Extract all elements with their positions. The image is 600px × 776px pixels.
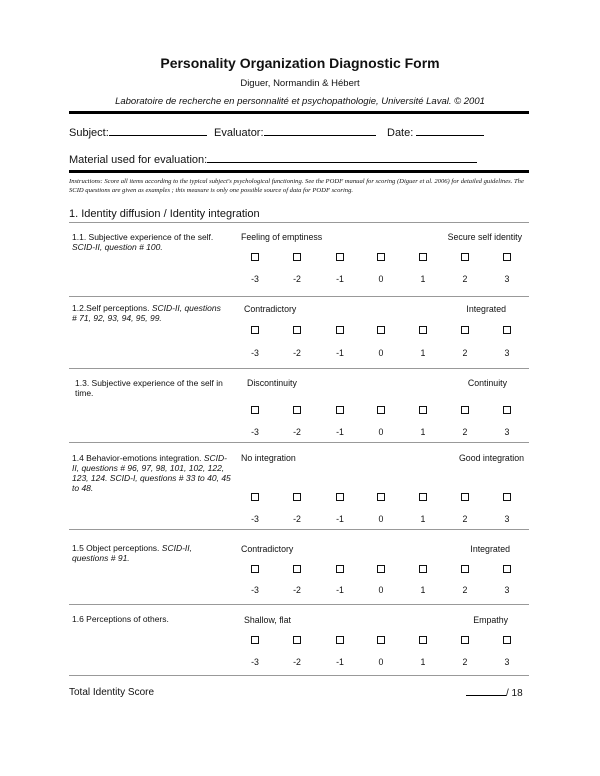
item-1-1 [0, 232, 600, 314]
rating-checkbox[interactable] [419, 565, 427, 573]
item-divider [69, 442, 529, 443]
item-label [72, 453, 232, 493]
rating-value: -1 [336, 585, 344, 595]
evaluator-label: Evaluator: [214, 127, 264, 139]
rating-value: -2 [293, 585, 301, 595]
rating-value: -2 [293, 348, 301, 358]
rating-value: 0 [378, 427, 384, 437]
rating-value: 0 [378, 657, 384, 667]
laboratory-line: Laboratoire de recherche en personnalité et psychopathologie, Université Laval. © 2001 [115, 96, 485, 107]
rating-value: 0 [378, 274, 384, 284]
rating-checkbox[interactable] [419, 493, 427, 501]
rating-checkbox[interactable] [336, 326, 344, 334]
right-anchor: Good integration [458, 453, 524, 463]
rating-checkbox[interactable] [461, 636, 469, 644]
authors-line: Diguer, Normandin & Hébert [240, 78, 360, 89]
rating-value: 2 [462, 657, 468, 667]
evaluator-line[interactable] [264, 125, 376, 136]
rating-checkbox[interactable] [377, 565, 385, 573]
rating-value: 3 [504, 427, 510, 437]
fields-divider [69, 170, 529, 173]
rating-value: 3 [504, 657, 510, 667]
rating-value: 0 [378, 514, 384, 524]
rating-value: -2 [293, 657, 301, 667]
total-score-label: Total Identity Score [69, 687, 155, 698]
rating-checkbox[interactable] [377, 406, 385, 414]
rating-checkbox[interactable] [251, 253, 259, 261]
rating-checkbox[interactable] [503, 406, 511, 414]
rating-value: 1 [420, 514, 426, 524]
item-1-5 [0, 543, 600, 625]
item-label [72, 543, 224, 563]
rating-checkbox[interactable] [503, 636, 511, 644]
rating-value: 1 [420, 427, 426, 437]
item-scid: SCID-II, questions # 91. [72, 543, 193, 563]
rating-checkbox[interactable] [461, 565, 469, 573]
rating-checkbox[interactable] [461, 253, 469, 261]
right-anchor: Integrated [466, 304, 506, 314]
rating-checkbox[interactable] [336, 406, 344, 414]
item-1-2 [0, 303, 600, 385]
rating-checkbox[interactable] [336, 253, 344, 261]
rating-value: -1 [336, 657, 344, 667]
rating-value: -3 [251, 348, 259, 358]
rating-value: 2 [462, 514, 468, 524]
subject-label: Subject: [69, 127, 109, 139]
rating-value: 1 [420, 585, 426, 595]
rating-checkbox[interactable] [461, 493, 469, 501]
rating-value: 3 [504, 348, 510, 358]
rating-value: 2 [462, 274, 468, 284]
total-score-max: / 18 [506, 688, 523, 699]
item-label [72, 378, 224, 398]
item-title: 1.3. Subjective experience of the self in time. [75, 378, 223, 398]
rating-checkbox[interactable] [503, 493, 511, 501]
left-anchor: Shallow, flat [244, 615, 291, 625]
item-divider [69, 529, 529, 530]
item-title: 1.4 Behavior-emotions integration. [72, 453, 202, 463]
item-label [72, 232, 224, 252]
item-scid: SCID-II, questions # 71, 92, 93, 94, 95, 99. [72, 303, 221, 323]
left-anchor: Feeling of emptiness [241, 232, 323, 242]
left-anchor: Contradictory [244, 304, 297, 314]
item-title: 1.1. Subjective experience of the self. [72, 232, 214, 242]
right-anchor: Continuity [467, 378, 507, 388]
rating-checkbox[interactable] [251, 406, 259, 414]
section-title: 1. Identity diffusion / Identity integration [69, 208, 260, 220]
right-anchor: Secure self identity [447, 232, 522, 242]
item-title: 1.2.Self perceptions. [72, 303, 150, 313]
item-scid: SCID-II, questions # 96, 97, 98, 101, 102, 122, 123, 124. SCID-I, questions # 33 to 40, 45 to 48. [72, 453, 231, 493]
rating-value: 3 [504, 514, 510, 524]
rating-checkbox[interactable] [503, 326, 511, 334]
rating-value: -1 [336, 514, 344, 524]
item-title: 1.6 Perceptions of others. [72, 614, 169, 624]
rating-checkbox[interactable] [293, 565, 301, 573]
rating-value: -3 [251, 657, 259, 667]
rating-value: -3 [251, 274, 259, 284]
rating-value: 1 [420, 348, 426, 358]
rating-value: 0 [378, 348, 384, 358]
rating-checkbox[interactable] [336, 565, 344, 573]
rating-value: -1 [336, 348, 344, 358]
rating-value: -3 [251, 585, 259, 595]
rating-checkbox[interactable] [336, 636, 344, 644]
rating-value: -1 [336, 274, 344, 284]
header-divider [69, 111, 529, 114]
subject-line[interactable] [109, 125, 207, 136]
subject-field[interactable] [69, 125, 207, 139]
item-1-3 [0, 378, 600, 460]
rating-checkbox[interactable] [377, 493, 385, 501]
rating-checkbox[interactable] [419, 636, 427, 644]
item-1-4 [0, 453, 600, 535]
form-title: Personality Organization Diagnostic Form [160, 55, 440, 71]
rating-value: -3 [251, 427, 259, 437]
rating-value: 1 [420, 657, 426, 667]
rating-checkbox[interactable] [461, 406, 469, 414]
right-anchor: Empathy [473, 615, 508, 625]
item-scid: SCID-II, question # 100. [72, 242, 163, 252]
date-line[interactable] [416, 125, 484, 136]
item-divider [69, 604, 529, 605]
rating-checkbox[interactable] [251, 326, 259, 334]
rating-checkbox[interactable] [503, 253, 511, 261]
rating-checkbox[interactable] [293, 326, 301, 334]
material-field[interactable] [69, 152, 477, 166]
item-divider [69, 368, 529, 369]
evaluator-field[interactable] [214, 125, 376, 139]
rating-value: -2 [293, 274, 301, 284]
material-label: Material used for evaluation: [69, 154, 208, 166]
rating-checkbox[interactable] [419, 326, 427, 334]
rating-checkbox[interactable] [377, 253, 385, 261]
rating-checkbox[interactable] [461, 326, 469, 334]
rating-checkbox[interactable] [251, 565, 259, 573]
left-anchor: Discontinuity [247, 378, 297, 388]
rating-value: 2 [462, 585, 468, 595]
rating-checkbox[interactable] [503, 565, 511, 573]
rating-value: 3 [504, 274, 510, 284]
rating-checkbox[interactable] [419, 253, 427, 261]
item-1-6 [0, 614, 600, 696]
total-score-field[interactable] [466, 687, 523, 699]
rating-value: -1 [336, 427, 344, 437]
rating-value: 1 [420, 274, 426, 284]
date-label: Date: [387, 127, 414, 139]
rating-checkbox[interactable] [293, 636, 301, 644]
rating-checkbox[interactable] [377, 636, 385, 644]
item-divider [69, 675, 529, 676]
rating-checkbox[interactable] [251, 636, 259, 644]
rating-value: -3 [251, 514, 259, 524]
date-field[interactable] [387, 125, 484, 139]
item-label [72, 614, 224, 624]
rating-value: 0 [378, 585, 384, 595]
left-anchor: Contradictory [241, 544, 294, 554]
left-anchor: No integration [241, 453, 296, 463]
item-label [72, 303, 224, 323]
rating-checkbox[interactable] [293, 493, 301, 501]
rating-value: -2 [293, 514, 301, 524]
instructions-text: Instructions: Score all items according to the typical subject's psychological functioning. See the PODF manual for scoring (Diguer et al. 2006) for detailed guidelines. The SCID questions are given as examples ; this measure is only one possible source of data for PODF scoring. [69, 178, 524, 194]
rating-checkbox[interactable] [293, 406, 301, 414]
rating-checkbox[interactable] [293, 253, 301, 261]
rating-value: -2 [293, 427, 301, 437]
rating-value: 2 [462, 427, 468, 437]
total-score-line[interactable] [466, 687, 506, 696]
rating-checkbox[interactable] [251, 493, 259, 501]
rating-checkbox[interactable] [377, 326, 385, 334]
item-title: 1.5 Object perceptions. [72, 543, 160, 553]
material-line[interactable] [207, 152, 477, 163]
right-anchor: Integrated [470, 544, 510, 554]
rating-value: 2 [462, 348, 468, 358]
rating-checkbox[interactable] [336, 493, 344, 501]
item-divider [69, 296, 529, 297]
section-divider [69, 222, 529, 223]
rating-value: 3 [504, 585, 510, 595]
rating-checkbox[interactable] [419, 406, 427, 414]
